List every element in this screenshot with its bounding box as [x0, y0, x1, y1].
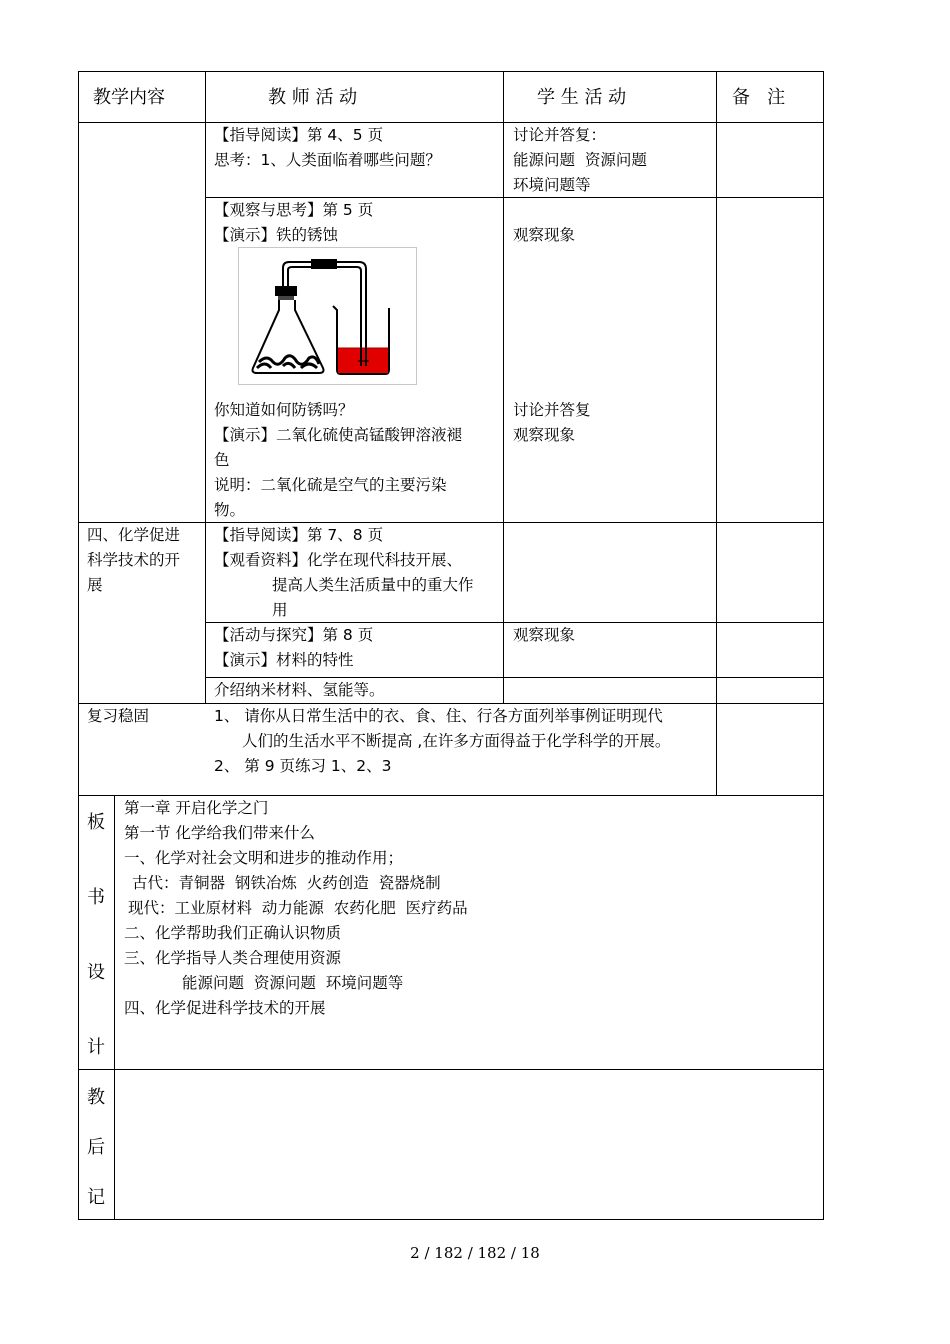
row3-teacher [214, 523, 474, 623]
review-items [214, 704, 670, 779]
table-border [78, 1219, 824, 1220]
text-line: 观察现象 [513, 226, 576, 244]
apparatus-illustration [239, 248, 416, 384]
table-border [78, 1069, 824, 1070]
text-line: 环境问题等 [513, 176, 591, 194]
row1-student [513, 123, 647, 198]
text-line: 第一章 开启化学之门 [124, 799, 269, 817]
text-line: 介绍纳米材料、氢能等。 [214, 681, 385, 699]
row2-teacher-top [214, 198, 373, 248]
row2-teacher-bottom [214, 398, 498, 523]
table-border [205, 71, 206, 703]
text-line: 第一节 化学给我们带来什么 [124, 824, 315, 842]
board-content [124, 796, 468, 1021]
text-line: 观察现象 [513, 426, 576, 444]
review-label: 复习稳固 [87, 707, 150, 725]
table-border [823, 71, 824, 1220]
header-student: 学 生 活 动 [537, 87, 627, 108]
iron-rust-apparatus-image [238, 247, 417, 385]
text-line: 人们的生活水平不断提高 ,在许多方面得益于化学科学的开展。 [242, 732, 671, 750]
text-line: 【演示】材料的特性 [214, 651, 354, 669]
text-line: 2、 第 9 页练习 1、2、3 [214, 757, 392, 775]
afterword-label-char: 后 [87, 1137, 105, 1158]
text-line: 科学技术的开 [87, 551, 181, 569]
text-line: 【指导阅读】第 7、8 页 [214, 526, 384, 544]
text-line: 能源问题 资源问题 [513, 151, 647, 169]
text-line: 【指导阅读】第 4、5 页 [214, 126, 384, 144]
text-line: 【演示】二氧化硫使高锰酸钾溶液褪 [214, 426, 463, 444]
text-line: 提高人类生活质量中的重大作 [272, 576, 474, 594]
text-line: 1、 请你从日常生活中的衣、食、住、行各方面列举事例证明现代 [214, 707, 663, 725]
text-line: 用 [272, 601, 288, 619]
text-line: 一、化学对社会文明和进步的推动作用； [124, 849, 404, 867]
table-border [78, 71, 824, 72]
text-line: 【活动与探究】第 8 页 [214, 626, 374, 644]
row2-student-bottom [513, 398, 591, 448]
board-label-char: 设 [87, 962, 105, 983]
header-content: 教学内容 [93, 87, 165, 108]
row3-content [87, 523, 180, 598]
text-line: 四、化学促进 [87, 526, 181, 544]
text-line: 【观察与思考】第 5 页 [214, 201, 374, 219]
row4-student [513, 623, 575, 648]
header-teacher: 教 师 活 动 [268, 87, 358, 108]
row2-student-top [513, 223, 575, 248]
text-line: 色 [214, 451, 230, 469]
text-line: 【观看资料】化学在现代科技开展、 [214, 551, 463, 569]
header-notes: 备 注 [732, 87, 786, 108]
text-line: 你知道如何防锈吗？ [214, 401, 354, 419]
text-line: 观察现象 [513, 626, 576, 644]
afterword-label-char: 记 [87, 1187, 105, 1208]
board-label-char: 书 [87, 887, 105, 908]
row5-teacher [214, 678, 385, 703]
text-line: 思考：1、人类面临着哪些问题？ [214, 151, 441, 169]
text-line: 四、化学促进科学技术的开展 [124, 999, 326, 1017]
text-line: 讨论并答复： [513, 126, 607, 144]
row4-teacher [214, 623, 373, 673]
board-label-char: 板 [87, 812, 105, 833]
board-label-char: 计 [87, 1037, 105, 1058]
table-border [503, 71, 504, 703]
page-number: 2 / 182 / 182 / 18 [410, 1244, 540, 1262]
table-border [78, 122, 824, 123]
text-line: 【演示】铁的锈蚀 [214, 226, 339, 244]
row1-teacher [214, 123, 441, 173]
afterword-label-char: 教 [87, 1087, 105, 1108]
text-line: 物。 [214, 501, 246, 519]
text-line: 讨论并答复 [513, 401, 591, 419]
text-line: 现代：工业原材料 动力能源 农药化肥 医疗药品 [128, 899, 468, 917]
text-line: 能源问题 资源问题 环境问题等 [182, 974, 404, 992]
text-line: 三、化学指导人类合理使用资源 [124, 949, 342, 967]
text-line: 古代：青铜器 钢铁冶炼 火药创造 瓷器烧制 [132, 874, 441, 892]
text-line: 展 [87, 576, 103, 594]
table-border [114, 795, 115, 1219]
text-line: 二、化学帮助我们正确认识物质 [124, 924, 342, 942]
table-border [716, 71, 717, 795]
text-line: 说明：二氧化硫是空气的主要污染 [214, 476, 447, 494]
